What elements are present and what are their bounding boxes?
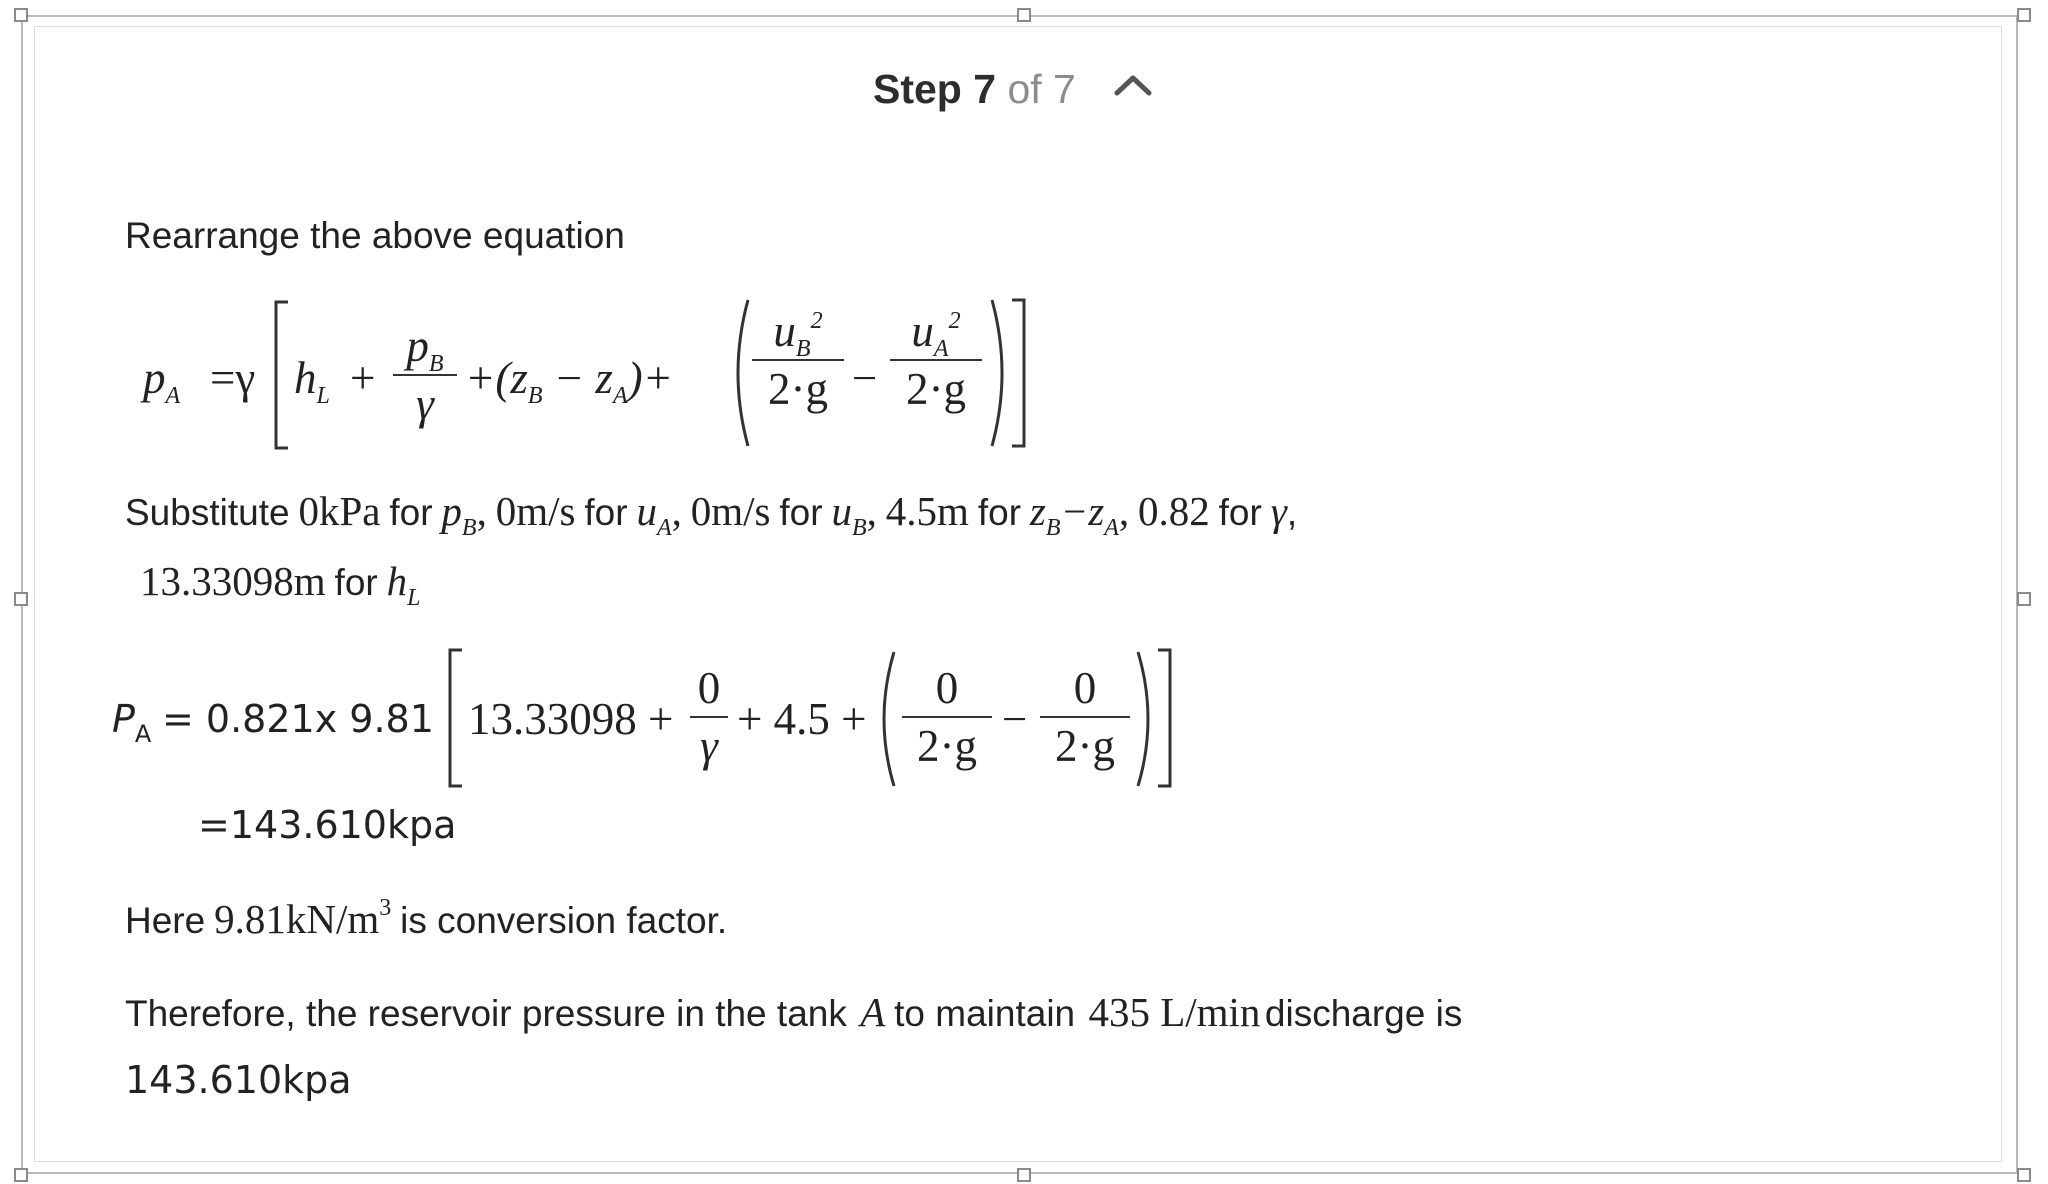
eq2-coefficient: = 0.821x 9.81 — [162, 697, 434, 741]
left-bracket-icon — [272, 300, 292, 450]
conclusion-line-1: Therefore, the reservoir pressure in the tank A to maintain 435 L/min discharge is — [125, 989, 1463, 1035]
step-indicator — [873, 66, 1076, 113]
right-bracket-icon — [1154, 648, 1174, 788]
eq1-frac-ub: $u_B^2$ 2·g — [752, 305, 844, 415]
resize-handle-top-center[interactable] — [1017, 8, 1031, 22]
intro-text: Rearrange the above equation — [125, 215, 625, 256]
conversion-factor-note: Here $9.81kN/m^3$ is conversion factor. — [125, 895, 728, 942]
resize-handle-bottom-right[interactable] — [2017, 1168, 2031, 1182]
eq2-value: 13.33098 + — [468, 694, 674, 744]
eq1-plus: + — [350, 353, 376, 403]
eq2-frac-zero-2g-a: 0 2·g — [902, 662, 992, 772]
chevron-up-icon[interactable] — [1113, 73, 1153, 97]
substitute-line-2: 13.33098m for $h_L$ — [140, 558, 421, 611]
resize-handle-middle-left[interactable] — [14, 592, 28, 606]
resize-handle-top-left[interactable] — [14, 8, 28, 22]
right-bracket-icon — [1008, 298, 1028, 448]
left-bracket-icon — [446, 648, 466, 788]
eq1-z-diff: $+(z_B - z_A)+$ — [465, 353, 673, 409]
eq1-minus: − — [852, 353, 878, 403]
eq1-equals-gamma: =γ — [210, 353, 256, 403]
resize-handle-top-right[interactable] — [2017, 8, 2031, 22]
eq2-frac-zero-2g-b: 0 2·g — [1040, 662, 1130, 772]
substitute-line-1: Substitute 0kPa for $p_B$, 0m/s for $u_A$, 0m/s for $u_B$, 4.5m for $z_B-z_A$, 0.82 for γ, — [125, 488, 1298, 541]
resize-handle-bottom-left[interactable] — [14, 1168, 28, 1182]
conclusion-answer: 143.610kpa — [125, 1058, 352, 1102]
eq2-lhs: $P_A$ — [112, 697, 152, 748]
eq1-frac-ua: $u_A^2$ 2·g — [890, 305, 982, 415]
eq2-frac-zero-gamma: 0 γ — [690, 662, 728, 772]
step-label: Step 7 — [873, 66, 997, 112]
resize-handle-middle-right[interactable] — [2017, 592, 2031, 606]
eq1-lhs: $p_A$ — [143, 353, 181, 409]
eq1-hl: $h_L$ — [294, 353, 330, 409]
result-value: =143.610kpa — [198, 803, 457, 847]
eq1-frac-pb-gamma: $p_B$ γ — [393, 320, 457, 430]
eq2-minus: − — [1002, 694, 1028, 744]
resize-handle-bottom-center[interactable] — [1017, 1168, 1031, 1182]
left-paren-icon — [728, 298, 752, 448]
eq2-plus-4-5: + 4.5 + — [737, 694, 867, 744]
step-total: of 7 — [1007, 66, 1076, 112]
left-paren-icon — [874, 650, 898, 788]
